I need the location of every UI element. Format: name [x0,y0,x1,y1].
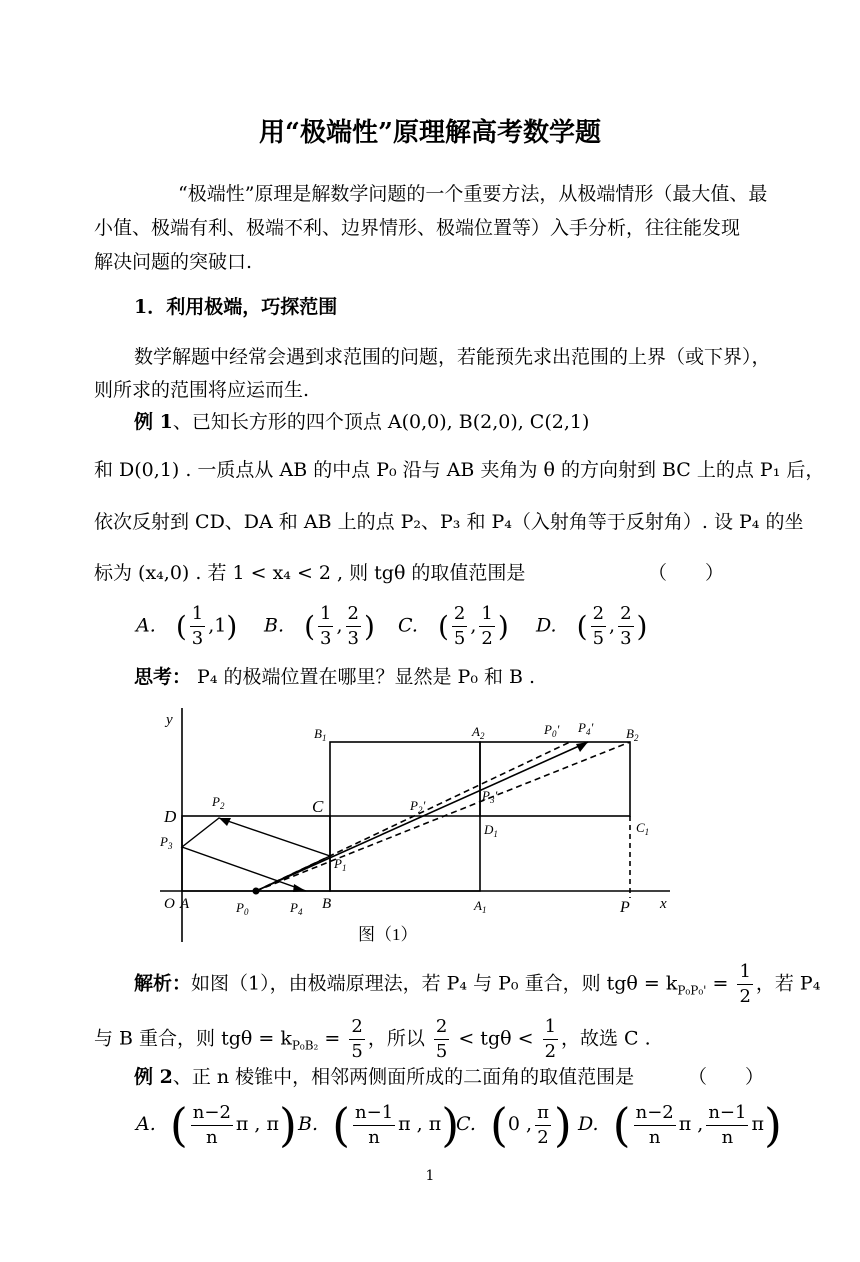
svg-text:D1: $D_1$ [484,822,498,839]
rect-A2-B2-C1-D1 [480,742,630,816]
example-2-answer-blank: （ ） [688,1066,765,1088]
example-1-label: 例 1 [134,411,173,433]
intro-line-3: 解决问题的突破口. [94,251,253,273]
svg-text:P2: $P_2$ [212,794,225,811]
section-paragraph-line-1: 数学解题中经常会遇到求范围的问题，若能预先求出范围的上界（或下界）， [134,346,771,368]
option-d: D. ( $\frac{2}{5}$ , $\frac{2}{3}$ ) [536,603,648,649]
point-P0 [253,888,260,895]
example-1-line-4: 标为 (x₄,0) . 若 1 < x₄ < 2 , 则 tgθ 的取值范围是 [94,562,526,584]
example-1-line-3: 依次反射到 CD、DA 和 AB 上的点 P₂、P₃ 和 P₄（入射角等于反射角）. 设 P₄ 的坐 [94,511,804,533]
example-2-label: 例 2 [134,1066,173,1088]
svg-text:O: O [164,896,175,912]
svg-text:x: x [660,896,667,912]
svg-text:B: B [322,896,332,912]
arrow-head-1 [576,742,588,752]
figure-caption: 图（1） [358,925,418,944]
think-text: P₄ 的极端位置在哪里？显然是 P₀ 和 B . [191,666,536,688]
answer-blank: （ ） [648,562,725,584]
page-number: 1 [425,1168,435,1184]
analysis-line-2: 与 B 重合，则 $tg\theta = k_{P_0B_2}$ = $\frac{2}{5}$ ，所以 $\frac{2}{5}$ < tgθ < $\frac{1}{2}$ ，故选 C . [94,1016,651,1062]
option-a: A. ( $\frac{1}{3}$ ,1) [136,603,238,649]
svg-text:C1: $C_1$ [636,820,650,837]
intro-line-1: “极端性”原理是解数学问题的一个重要方法，从极端情形（最大值、最 [178,183,768,205]
svg-text:P3: $P_3$ [160,834,173,851]
option-b: B. ( $\frac{1}{3}$ , $\frac{2}{3}$ ) [264,603,375,649]
svg-text:P4': $P_4'$ [578,720,594,737]
example-2-line: 例 2、正 n 棱锥中，相邻两侧面所成的二面角的取值范围是 [134,1066,635,1088]
svg-text:P3': $P_3'$ [482,788,498,805]
page-title: 用“极端性”原理解高考数学题 [259,118,601,148]
option-c: C. ( $\frac{2}{5}$ , $\frac{1}{2}$ ) [398,603,509,649]
svg-text:P0: $P_0$ [236,900,249,917]
svg-text:A1: $A_1$ [474,898,487,915]
arrow-head-3 [293,884,306,892]
option-c-label: C. [398,614,418,637]
example-2-option-b: B. ( $\frac{n-1}{n}$ π , π) [298,1098,460,1152]
svg-text:A2: $A_2$ [472,724,485,741]
svg-text:P0': $P_0'$ [544,722,560,739]
svg-text:C: C [312,797,324,816]
reflection-path [182,818,330,891]
option-d-label: D. [536,614,557,637]
example-2-option-c: C. (0 , $\frac{\pi}{2}$ ) [456,1098,572,1152]
svg-text:B1: $B_1$ [314,726,327,743]
svg-text:D: D [164,807,177,826]
rect-ABCD [182,816,330,891]
example-1-line-2: 和 D(0,1) . 一质点从 AB 的中点 P₀ 沿与 AB 夹角为 θ 的方向射到 BC 上的点 P₁ 后， [94,459,825,481]
option-a-fraction: $\frac{1}{3}$ [191,603,204,649]
geometry-figure [130,700,690,950]
example-1-text-1: 、已知长方形的四个顶点 A(0,0), B(2,0), C(2,1) [172,411,590,433]
analysis-label: 解析： [134,972,192,995]
think-label: 思考： [134,666,192,688]
analysis-line-1: 解析：如图（1），由极端原理法，若 P₄ 与 P₀ 重合，则 $tg\theta = k_{P_0P_0'}$ = $\frac{1}{2}$ ，若 P₄ [134,961,821,1007]
svg-text:P: P [620,899,630,916]
section-paragraph-line-2: 则所求的范围将应运而生. [94,379,310,401]
think-line [134,660,535,694]
svg-text:P1: $P_1$ [334,856,347,873]
section-heading: 1．利用极端，巧探范围 [134,296,338,318]
option-b-label: B. [264,614,285,637]
svg-text:y: y [166,712,173,728]
example-2-option-d: D. ( $\frac{n-2}{n}$ π , $\frac{n-1}{n}$ π) [578,1098,782,1152]
svg-text:B2: $B_2$ [626,726,639,743]
svg-text:P4: $P_4$ [290,900,303,917]
example-1-line-1 [134,405,589,439]
svg-text:P2': $P_2'$ [410,798,426,815]
option-a-upper: 1 [214,614,227,637]
example-2-option-a: A. ( $\frac{n-2}{n}$ π , π) [136,1098,297,1152]
svg-text:A: A [180,896,190,912]
intro-line-2: 小值、极端有利、极端不利、边界情形、极端位置等）入手分析，往往能发现 [94,217,741,239]
option-a-label: A. [136,614,156,637]
